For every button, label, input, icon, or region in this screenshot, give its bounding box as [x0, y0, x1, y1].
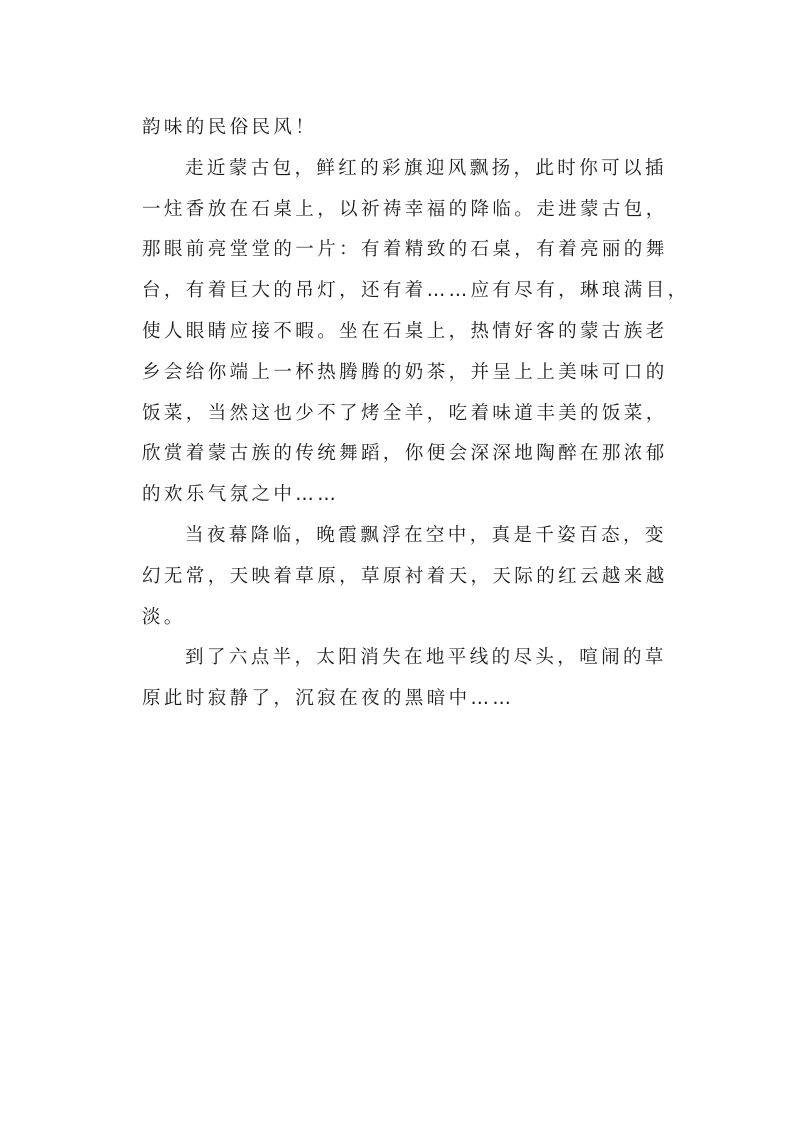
text-line: 幻无常，天映着草原，草原衬着天，天际的红云越来越 — [142, 565, 668, 587]
text-line: 原此时寂静了，沉寂在夜的黑暗中…… — [142, 688, 515, 710]
text-line: 淡。 — [142, 606, 186, 628]
text-line: 饭菜，当然这也少不了烤全羊，吃着味道丰美的饭菜， — [142, 402, 668, 424]
text-line: 当夜幕降临，晚霞飘浮在空中，真是千姿百态，变 — [185, 524, 667, 546]
text-line: 韵味的民俗民风！ — [142, 117, 318, 138]
text-line: 的欢乐气氛之中…… — [142, 484, 340, 506]
text-line: 乡会给你端上一杯热腾腾的奶茶，并呈上上美味可口的 — [142, 361, 668, 383]
text-line: 到了六点半，太阳消失在地平线的尽头，喧闹的草 — [185, 647, 667, 669]
text-line: 使人眼睛应接不暇。坐在石桌上，热情好客的蒙古族老 — [142, 320, 668, 342]
document-body — [142, 108, 690, 720]
text-line: 那眼前亮堂堂的一片：有着精致的石桌，有着亮丽的舞 — [142, 239, 668, 261]
text-line: 欣赏着蒙古族的传统舞蹈，你便会深深地陶醉在那浓郁 — [142, 443, 668, 465]
text-line: 一炷香放在石桌上，以祈祷幸福的降临。走进蒙古包， — [142, 198, 668, 220]
text-line: 走近蒙古包，鲜红的彩旗迎风飘扬，此时你可以插 — [185, 157, 667, 179]
text-line: 台，有着巨大的吊灯，还有着……应有尽有，琳琅满目， — [142, 280, 690, 302]
